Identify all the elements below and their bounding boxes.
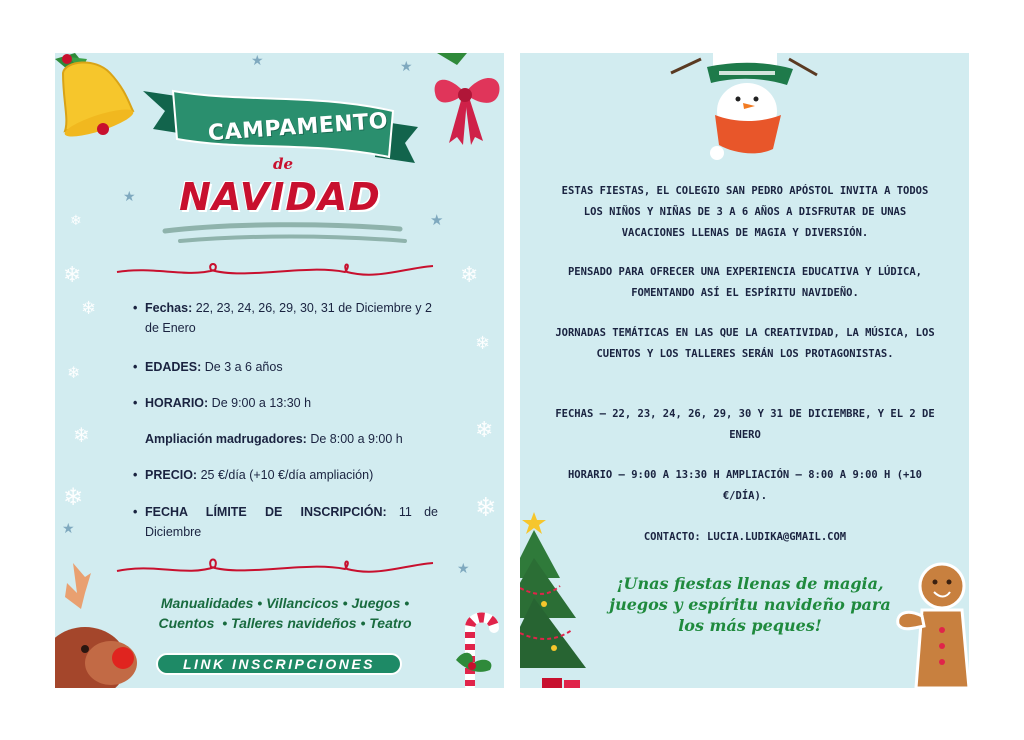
star-icon: ★: [251, 53, 264, 69]
info-value: De 8:00 a 9:00 h: [306, 432, 403, 446]
info-value: 25 €/día (+10 €/día ampliación): [197, 468, 374, 482]
reindeer-icon: [55, 553, 140, 688]
info-value: De 9:00 a 13:30 h: [208, 396, 312, 410]
info-item-deadline: [133, 502, 438, 542]
info-label: PRECIO:: [145, 468, 198, 482]
snowflake-icon: ❄: [67, 363, 81, 382]
brush-stroke: [160, 221, 410, 251]
bullet: •: [133, 396, 138, 410]
bow-icon: [427, 53, 504, 148]
title-navidad: NAVIDAD: [179, 175, 381, 219]
info-value: 22, 23, 24, 26, 29, 30, 31 de Diciembre y 2 de Enero: [145, 301, 432, 335]
contact-paragraph: CONTACTO: LUCIA.LUDIKA@GMAIL.COM: [643, 531, 847, 543]
info-item-early-extension: [133, 429, 438, 449]
dates-paragraph: FECHAS – 22, 23, 24, 26, 29, 30 Y 31 DE DICIEMBRE, Y EL 2 DE ENERO: [555, 408, 935, 441]
info-item-price: [133, 465, 438, 485]
bell-icon: [55, 53, 135, 138]
star-icon: ★: [123, 189, 136, 205]
schedule-paragraph: HORARIO – 9:00 A 13:30 H AMPLIACIÓN – 8:00 A 9:00 H (+10 €/DÍA).: [567, 469, 922, 502]
snowflake-icon: ❄: [475, 493, 497, 523]
activities-list: [135, 593, 435, 633]
intro-paragraph: ESTAS FIESTAS, EL COLEGIO SAN PEDRO APÓSTOL INVITA A TODOS LOS NIÑOS Y NIÑAS DE 3 A 6 AÑOS A DISFRUTAR DE UNAS VACACIONES LLENAS DE MAGIA Y DIVERSIÓN.: [561, 185, 929, 239]
info-item-ages: [133, 357, 438, 377]
info-item-dates: [133, 298, 438, 338]
info-value: De 3 a 6 años: [201, 360, 283, 374]
snowflake-icon: ❄: [70, 213, 82, 229]
snowman-icon: [665, 53, 825, 165]
info-label: Ampliación madrugadores:: [145, 432, 307, 446]
bullet: •: [133, 360, 138, 374]
flyer-front-page: [55, 53, 504, 688]
info-label: HORARIO:: [145, 396, 209, 410]
themes-paragraph: JORNADAS TEMÁTICAS EN LAS QUE LA CREATIVIDAD, LA MÚSICA, LOS CUENTOS Y LOS TALLERES SERÁN LOS PROTAGONISTAS.: [555, 327, 935, 360]
snowflake-icon: ❄: [63, 263, 82, 288]
snowflake-icon: ❄: [63, 483, 84, 511]
snowflake-icon: ❄: [475, 418, 494, 443]
star-icon: ★: [62, 521, 75, 537]
title-de: de: [273, 155, 294, 173]
star-icon: ★: [457, 561, 470, 577]
flyer-back-page: [520, 53, 969, 688]
squiggle-divider: [115, 258, 435, 283]
star-icon: ★: [430, 211, 444, 229]
activities-line: Cuentos • Talleres navideños • Teatro: [158, 615, 412, 631]
info-item-schedule: [133, 393, 438, 413]
title-campamento: CAMPAMENTO: [207, 108, 389, 147]
registration-link-button[interactable]: LINK INSCRIPCIONES: [156, 653, 402, 675]
gingerbread-icon: [892, 558, 969, 688]
christmas-tree-icon: [520, 508, 590, 688]
star-icon: ★: [400, 59, 413, 75]
squiggle-divider: [115, 553, 435, 581]
info-value: 11 de Diciembre: [145, 505, 438, 539]
info-label: FECHA LÍMITE DE INSCRIPCIÓN:: [145, 505, 387, 519]
activities-line: Manualidades • Villancicos • Juegos •: [160, 595, 410, 611]
bullet: •: [133, 468, 138, 482]
closing-message: ¡Unas fiestas llenas de magia, juegos y espíritu navideño para los más peques!: [609, 574, 891, 635]
snowflake-icon: ❄: [475, 333, 491, 354]
snowflake-icon: ❄: [460, 263, 479, 288]
bullet: •: [133, 301, 138, 315]
info-label: EDADES:: [145, 360, 202, 374]
snowflake-icon: ❄: [81, 298, 97, 319]
bullet: •: [133, 505, 138, 519]
snowflake-icon: ❄: [73, 423, 90, 447]
purpose-paragraph: PENSADO PARA OFRECER UNA EXPERIENCIA EDUCATIVA Y LÚDICA, FOMENTANDO ASÍ EL ESPÍRITU NAVIDEÑO.: [567, 266, 922, 299]
candy-cane-icon: [450, 608, 504, 688]
info-label: Fechas:: [145, 301, 193, 315]
